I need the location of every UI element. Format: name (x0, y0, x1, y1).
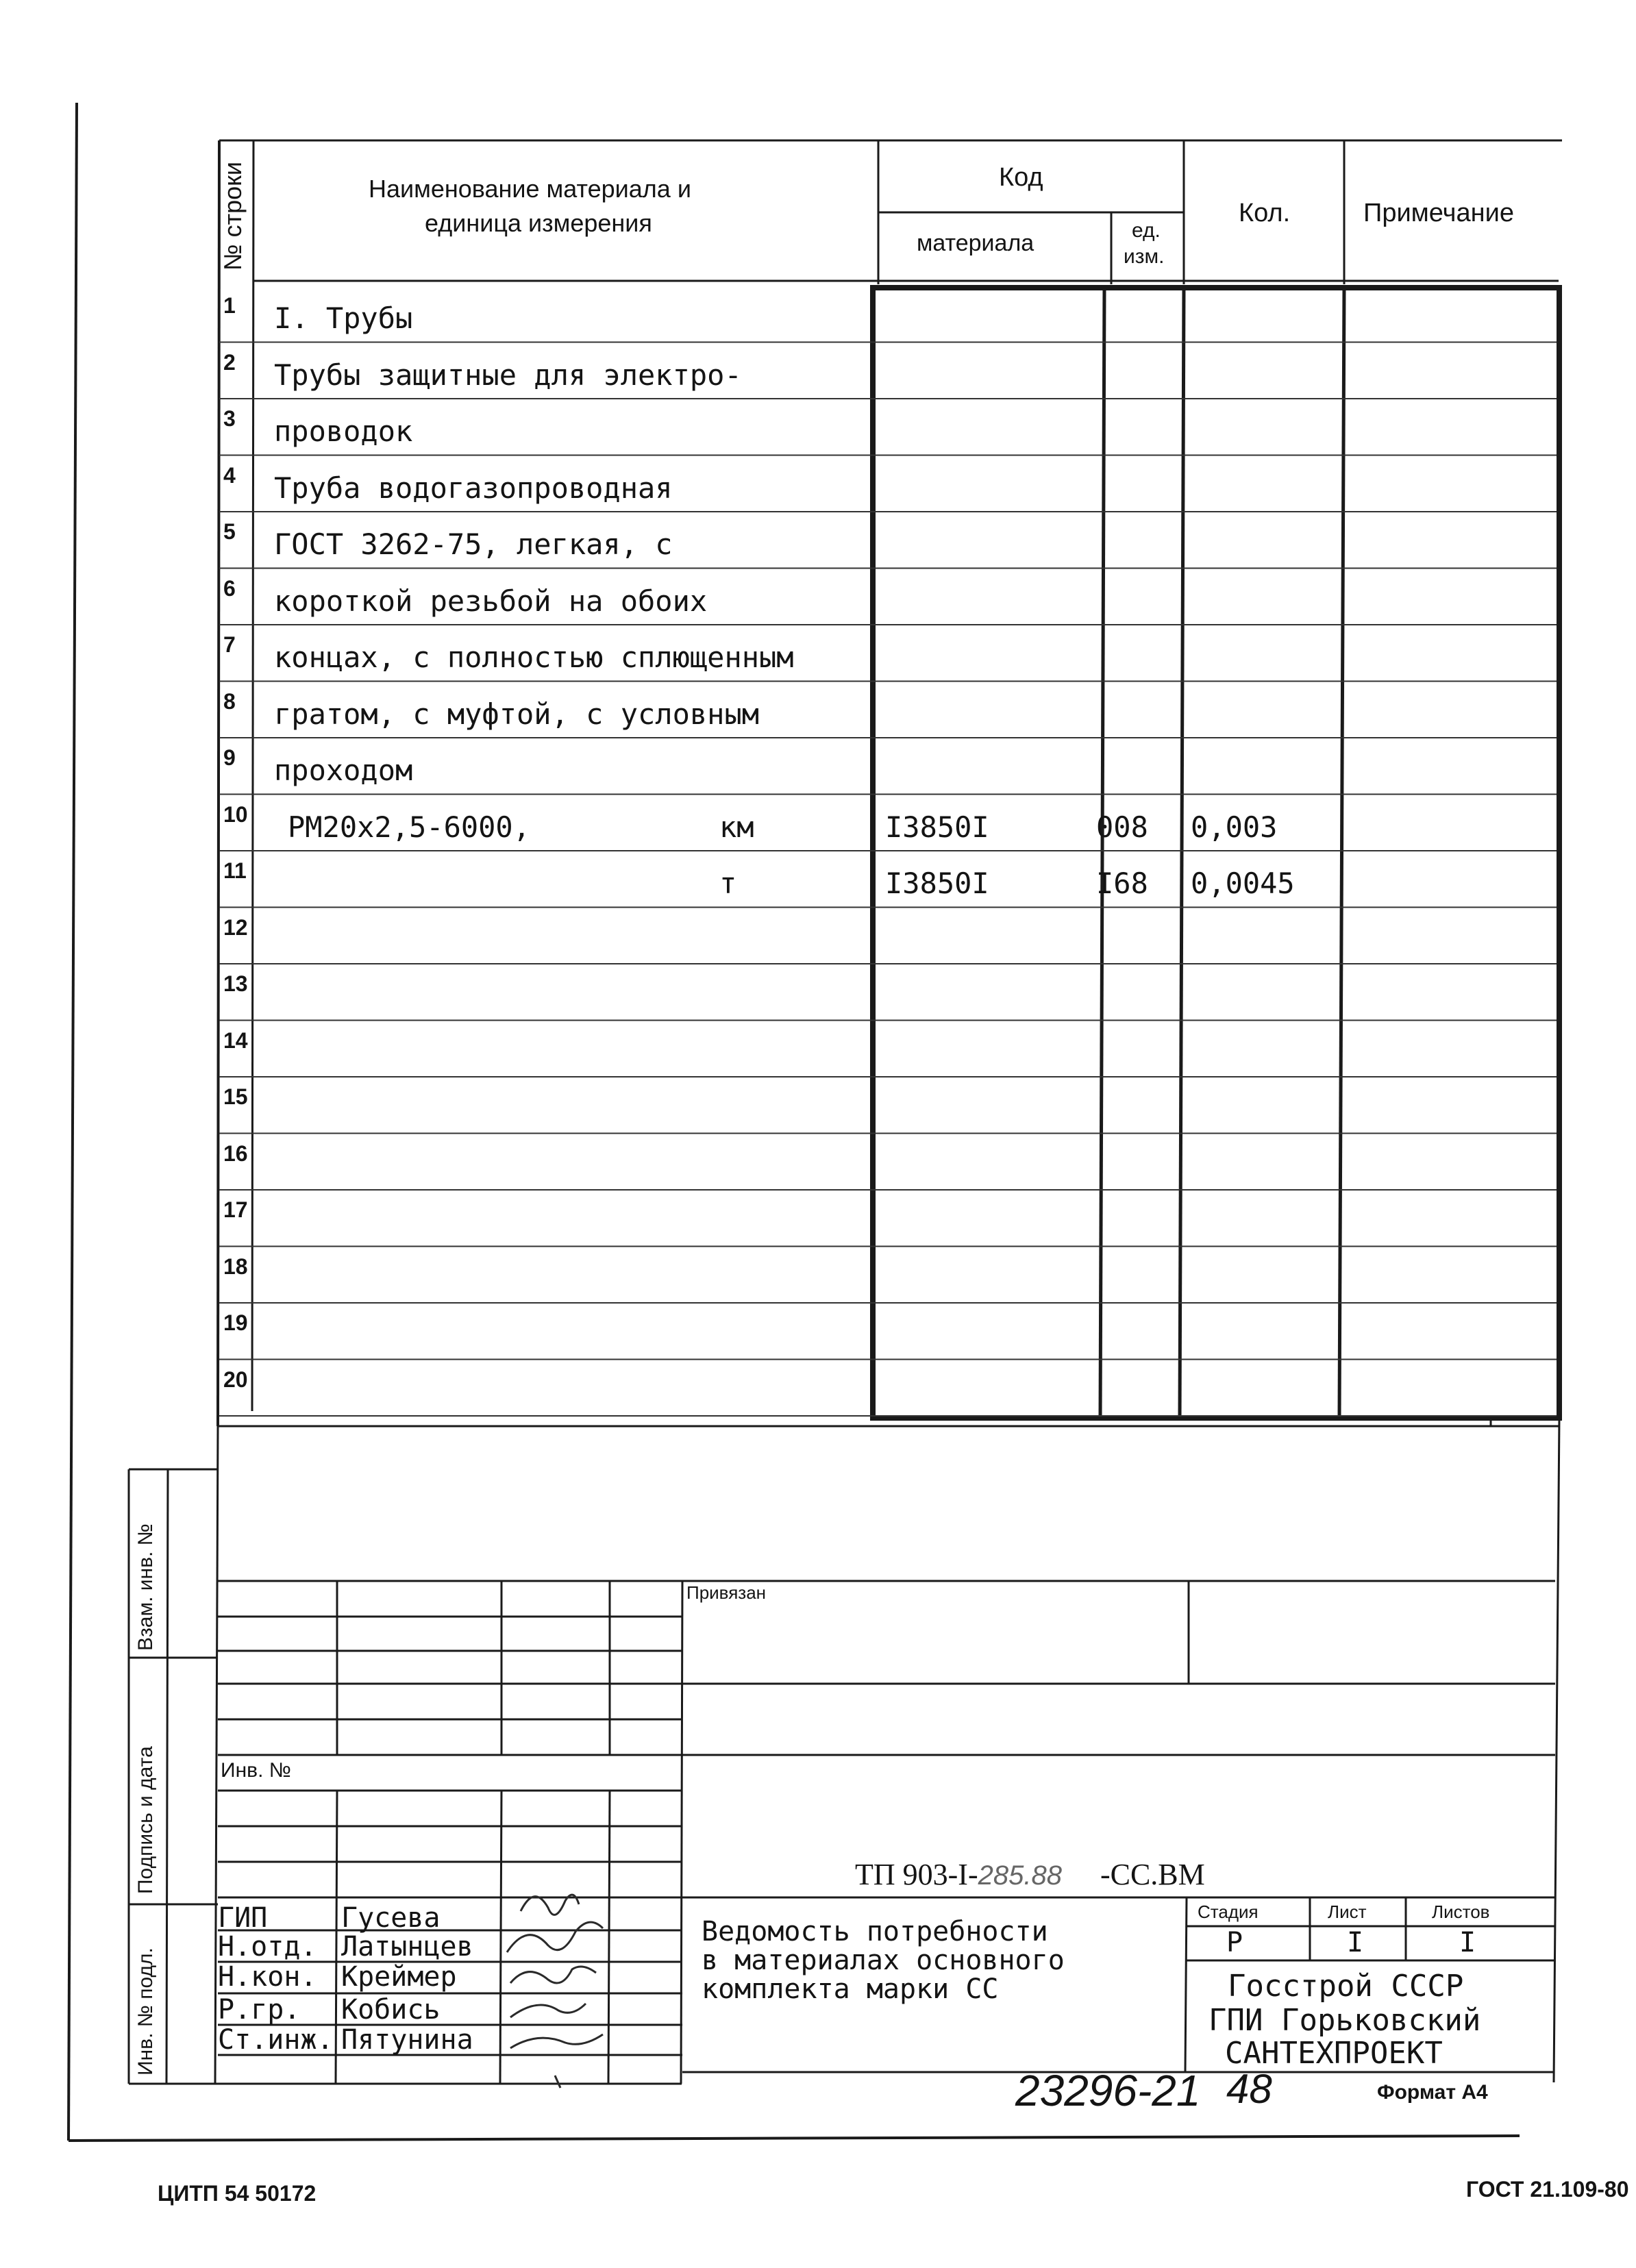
document-code (855, 1860, 1205, 1890)
quantity: 0,0045 (1191, 867, 1295, 900)
row-number: 2 (223, 349, 236, 375)
archive-number: 23296-21 (1015, 2066, 1201, 2115)
material-name: I. Трубы (274, 301, 413, 335)
row-number: 6 (223, 575, 236, 601)
sheet-value: I (1347, 1927, 1364, 1958)
material-name: ГОСТ 3262-75, легкая, с (274, 527, 673, 561)
row-number: 8 (223, 688, 236, 714)
header-code: Код (999, 163, 1043, 192)
unit-code: I68 (1096, 867, 1148, 900)
side-label-signature-date: Подпись и дата (134, 1746, 157, 1894)
page-number-handwritten: 48 (1226, 2066, 1272, 2112)
row-number: 3 (223, 406, 236, 431)
staff-role: Ст.инж. (218, 2024, 334, 2056)
row-number: 1 (223, 293, 236, 318)
header-material-code: материала (917, 230, 1034, 256)
organization-line2: ГПИ Горьковский (1209, 2003, 1481, 2038)
material-name: концах, с полностью сплющенным (274, 640, 794, 674)
row-number: 17 (223, 1197, 248, 1222)
material-name: короткой резьбой на обоих (274, 584, 708, 618)
material-name: Трубы защитные для электро- (274, 358, 742, 392)
material-name: гратом, с муфтой, с условным (274, 697, 760, 731)
staff-name: Пятунина (341, 2024, 473, 2056)
stage-label: Стадия (1198, 1902, 1259, 1922)
side-label-original-inv: Инв. № подл. (134, 1947, 157, 2076)
signatures (507, 1895, 603, 2088)
row-number: 4 (223, 462, 236, 488)
footer-right: ГОСТ 21.109-80 (1466, 2178, 1629, 2200)
linked-label: Привязан (686, 1582, 767, 1603)
row-number: 9 (223, 745, 236, 770)
material-name: проводок (274, 414, 413, 448)
staff-name: Гусева (341, 1902, 441, 1934)
staff-name: Креймер (341, 1961, 457, 1993)
material-code: I3850I (885, 810, 989, 844)
material-code: I3850I (885, 867, 989, 900)
unit-code: 008 (1096, 810, 1148, 844)
row-number: 15 (223, 1084, 248, 1109)
row-number: 12 (223, 914, 248, 940)
header-row-number: № строки (219, 161, 247, 271)
document-title-line3: комплекта марки СС (702, 1973, 999, 2005)
inv-number-label: Инв. № (221, 1759, 291, 1782)
row-number: 14 (223, 1027, 248, 1053)
document-code-prefix: ТП 903-I- (855, 1858, 978, 1891)
document-code-suffix: -СС.ВМ (1100, 1858, 1205, 1891)
stage-value: Р (1226, 1927, 1243, 1958)
organization-line3: САНТЕХПРОЕКТ (1225, 2036, 1443, 2071)
row-number: 10 (223, 801, 248, 827)
bottom-frame-line (69, 2136, 1520, 2141)
header-name-line1: Наименование материала и (369, 175, 691, 203)
staff-name: Кобись (341, 1994, 441, 2026)
material-name: проходом (274, 753, 413, 787)
material-name: РМ20х2,5-6000, (288, 810, 531, 844)
staff-role: Н.отд. (218, 1931, 317, 1962)
row-number: 11 (223, 858, 247, 883)
row-number: 13 (223, 971, 248, 996)
format-label: Формат А4 (1377, 2081, 1488, 2104)
row-number: 7 (223, 632, 236, 657)
unit-name: км (719, 810, 754, 844)
unit-name: т (719, 867, 737, 900)
staff-name: Латынцев (341, 1931, 473, 1962)
header-unit-line2: изм. (1124, 245, 1165, 268)
document-code-handwritten: 285.88 (978, 1860, 1062, 1891)
material-name: Труба водогазопроводная (274, 471, 673, 505)
sheets-label: Листов (1432, 1902, 1490, 1922)
binding-margin-line (69, 103, 77, 2141)
row-number: 18 (223, 1254, 248, 1279)
quantity: 0,003 (1191, 810, 1278, 844)
organization-line1: Госстрой СССР (1228, 1969, 1464, 2004)
staff-role: Р.гр. (218, 1994, 301, 2026)
footer-left: ЦИТП 54 50172 (158, 2181, 317, 2206)
row-number: 20 (223, 1367, 248, 1392)
staff-role: Н.кон. (218, 1961, 317, 1993)
document-title-line1: Ведомость потребности (702, 1916, 1048, 1947)
row-number: 5 (223, 519, 236, 544)
header-note: Примечание (1363, 199, 1514, 227)
row-number: 16 (223, 1141, 248, 1166)
side-label-replaced-inv: Взам. инв. № (134, 1523, 157, 1651)
staff-role: ГИП (218, 1902, 268, 1934)
document-title-line2: в материалах основного (702, 1945, 1065, 1976)
header-unit-line1: ед. (1132, 219, 1161, 242)
sheets-value: I (1459, 1927, 1476, 1958)
row-number: 19 (223, 1310, 248, 1335)
header-quantity: Кол. (1239, 199, 1291, 227)
header-name-line2: единица измерения (425, 209, 652, 237)
sheet-label: Лист (1328, 1902, 1367, 1922)
